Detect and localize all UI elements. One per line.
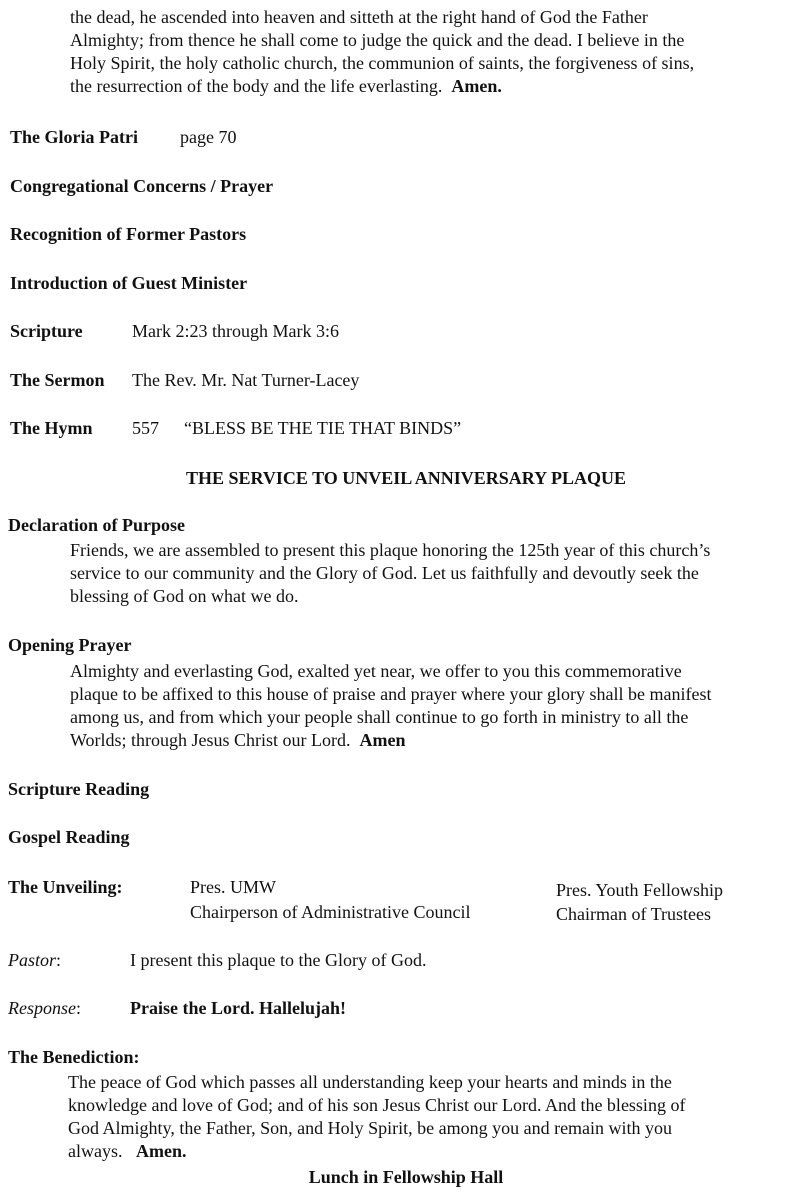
gloria-page: page 70 — [180, 127, 237, 147]
hymn-number: 557 — [132, 418, 159, 438]
plaque-heading: THE SERVICE TO UNVEIL ANNIVERSARY PLAQUE — [185, 468, 626, 488]
benediction-line: knowledge and love of God; and of his son Jesus Christ our Lord. And the blessing of — [68, 1095, 686, 1115]
scripture-label: Scripture — [10, 321, 83, 341]
sermon-label: The Sermon — [10, 370, 105, 390]
creed-amen: Amen. — [451, 76, 502, 96]
creed-line: Holy Spirit, the holy catholic church, the communion of saints, the forgiveness of sins, — [70, 53, 695, 73]
opening-prayer-paragraph — [70, 660, 800, 752]
response-label: Response: — [8, 998, 81, 1018]
lunch-note: Lunch in Fellowship Hall — [308, 1167, 504, 1187]
benediction-line: The peace of God which passes all understanding keep your hearts and minds in the — [68, 1072, 672, 1092]
hymn-label: The Hymn — [10, 418, 93, 438]
unveiling-participant: Chairman of Trustees — [556, 904, 711, 924]
unveiling-label: The Unveiling: — [8, 877, 123, 897]
declaration-line: Friends, we are assembled to present this plaque honoring the 125th year of this church’s — [70, 540, 711, 560]
former-pastors: Recognition of Former Pastors — [10, 224, 247, 244]
guest-minister: Introduction of Guest Minister — [10, 273, 248, 293]
unveiling-participant: Pres. Youth Fellowship — [556, 880, 724, 900]
creed-line: Almighty; from thence he shall come to judge the quick and the dead. I believe in the — [70, 30, 685, 50]
prayer-line: Worlds; through Jesus Christ our Lord. Amen — [70, 730, 406, 750]
benediction-paragraph — [68, 1071, 798, 1163]
declaration-line: service to our community and the Glory of God. Let us faithfully and devoutly seek the — [70, 563, 699, 583]
creed-line: the dead, he ascended into heaven and sitteth at the right hand of God the Father — [70, 7, 648, 27]
creed-paragraph — [70, 6, 800, 98]
congregational-concerns: Congregational Concerns / Prayer — [10, 176, 274, 196]
benediction-line: always. Amen. — [68, 1141, 187, 1161]
hymn-title: “BLESS BE THE TIE THAT BINDS” — [184, 418, 462, 438]
prayer-line: plaque to be affixed to this house of praise and prayer where your glory shall be manifest — [70, 684, 712, 704]
sermon-value: The Rev. Mr. Nat Turner-Lacey — [132, 370, 360, 390]
opening-prayer-label: Opening Prayer — [8, 635, 132, 655]
prayer-amen: Amen — [359, 730, 406, 750]
prayer-line: among us, and from which your people shall continue to go forth in ministry to all the — [70, 707, 689, 727]
scripture-reading: Scripture Reading — [8, 779, 150, 799]
scripture-value: Mark 2:23 through Mark 3:6 — [132, 321, 339, 341]
benediction-amen: Amen. — [135, 1141, 187, 1161]
pastor-label: Pastor: — [8, 950, 62, 970]
creed-line: the resurrection of the body and the life everlasting. Amen. — [70, 76, 502, 96]
unveiling-participant: Pres. UMW — [190, 877, 276, 897]
benediction-line: God Almighty, the Father, Son, and Holy Spirit, be among you and remain with you — [68, 1118, 673, 1138]
prayer-line: Almighty and everlasting God, exalted yet near, we offer to you this commemorative — [70, 661, 682, 681]
gospel-reading: Gospel Reading — [8, 827, 130, 847]
benediction-label: The Benediction: — [8, 1047, 140, 1067]
declaration-label: Declaration of Purpose — [8, 515, 185, 535]
declaration-paragraph — [70, 539, 800, 608]
response-statement: Praise the Lord. Hallelujah! — [130, 998, 346, 1018]
unveiling-participant: Chairperson of Administrative Council — [190, 902, 471, 922]
declaration-line: blessing of God on what we do. — [70, 586, 299, 606]
gloria-label: The Gloria Patri — [10, 127, 138, 147]
pastor-statement: I present this plaque to the Glory of God. — [130, 950, 427, 970]
